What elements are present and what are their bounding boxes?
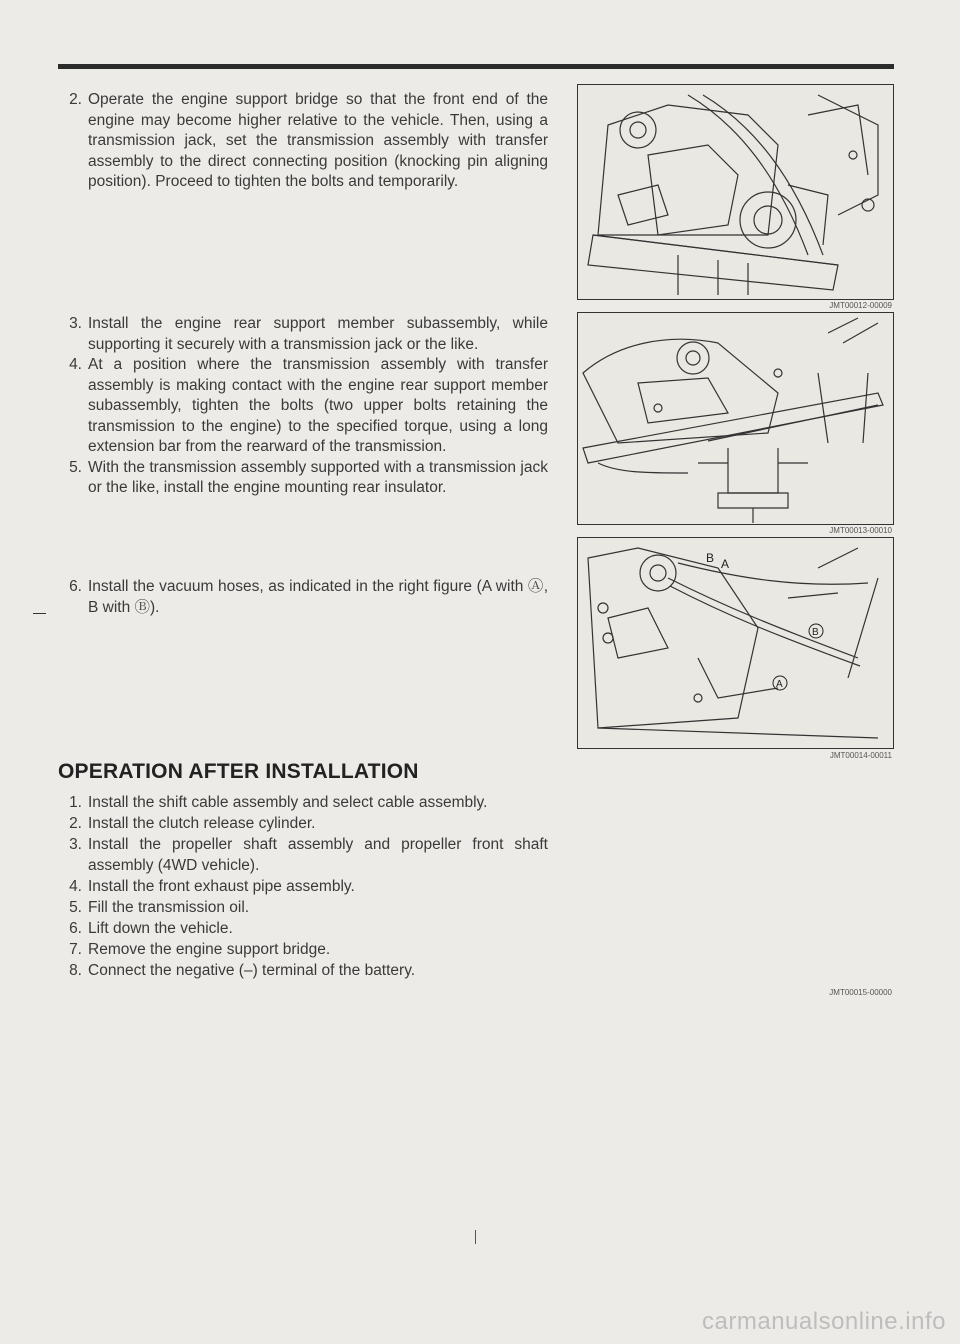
figure-code: JMT00014-00011 bbox=[829, 751, 892, 760]
list-item bbox=[58, 577, 548, 618]
rear-support-member-illustration bbox=[578, 313, 893, 524]
step-number: 3. bbox=[69, 836, 82, 853]
list-item bbox=[58, 90, 548, 193]
step-number: 6. bbox=[69, 578, 82, 595]
after-install-steps bbox=[58, 792, 548, 981]
step-text: At a position where the transmission assembly with transfer assembly is making contact with the engine rear support member subassembly, tighten the bolts (two upper bolts retaining the transmission to the engine) to the specified torque, using a long extension bar from the rearward of the transmission. bbox=[88, 356, 548, 455]
step-number: 7. bbox=[69, 941, 82, 958]
label-b: B bbox=[706, 551, 715, 565]
step-text: Install the propeller shaft assembly and propeller front shaft assembly (4WD vehicle). bbox=[88, 836, 548, 874]
figure-vacuum-hoses bbox=[577, 537, 894, 749]
circled-a-text: A bbox=[776, 679, 783, 690]
figure-rear-support-member bbox=[577, 312, 894, 525]
top-rule bbox=[58, 64, 894, 69]
list-item bbox=[58, 960, 548, 981]
list-item bbox=[58, 355, 548, 458]
figure-code: JMT00013-00010 bbox=[829, 526, 892, 535]
list-item bbox=[58, 897, 548, 918]
label-a: A bbox=[721, 557, 730, 571]
section-title: OPERATION AFTER INSTALLATION bbox=[58, 760, 419, 783]
engine-support-illustration bbox=[578, 85, 893, 299]
step-number: 8. bbox=[69, 962, 82, 979]
circled-b-text: B bbox=[812, 627, 819, 638]
step-text: Lift down the vehicle. bbox=[88, 920, 233, 937]
step-number: 2. bbox=[69, 91, 82, 108]
steps-list-3 bbox=[58, 577, 548, 618]
step-text: Remove the engine support bridge. bbox=[88, 941, 331, 958]
watermark: carmanualsonline.info bbox=[702, 1308, 946, 1335]
figure-code: JMT00015-00000 bbox=[829, 988, 892, 997]
step-text: Fill the transmission oil. bbox=[88, 899, 250, 916]
list-item bbox=[58, 792, 548, 813]
list-item bbox=[58, 918, 548, 939]
vacuum-hose-illustration bbox=[578, 538, 893, 748]
list-item bbox=[58, 458, 548, 499]
step-text: Install the shift cable assembly and select cable assembly. bbox=[88, 794, 488, 811]
step-number: 6. bbox=[69, 920, 82, 937]
step-text: With the transmission assembly supported with a transmission jack or the like, install the engine mounting rear insulator. bbox=[88, 458, 548, 496]
step-number: 2. bbox=[69, 815, 82, 832]
steps-list-1 bbox=[58, 90, 548, 193]
step-number: 3. bbox=[69, 315, 82, 332]
step-number: 1. bbox=[69, 794, 82, 811]
step-text: Operate the engine support bridge so that the front end of the engine may become higher relative to the vehicle. Then, using a transmission jack, set the transmission assembly with transfer assembly to the direct connecting position (knocking pin aligning position). Proceed to tighten the bolts and temporarily. bbox=[88, 91, 548, 190]
figure-engine-support bbox=[577, 84, 894, 300]
step-number: 4. bbox=[69, 356, 82, 373]
list-item bbox=[58, 314, 548, 355]
steps-list-2 bbox=[58, 314, 548, 499]
step-number: 4. bbox=[69, 878, 82, 895]
figure-code: JMT00012-00009 bbox=[829, 301, 892, 310]
margin-dash bbox=[33, 613, 46, 614]
list-item bbox=[58, 813, 548, 834]
list-item bbox=[58, 939, 548, 960]
step-number: 5. bbox=[69, 458, 82, 476]
list-item bbox=[58, 876, 548, 897]
page-mark bbox=[475, 1230, 476, 1244]
step-text: Connect the negative (–) terminal of the battery. bbox=[88, 962, 416, 979]
step-number: 5. bbox=[69, 899, 82, 916]
step-text: Install the front exhaust pipe assembly. bbox=[88, 878, 355, 895]
step-text: Install the vacuum hoses, as indicated in the right figure (A with Ⓐ, B with Ⓑ). bbox=[88, 578, 548, 616]
step-text: Install the engine rear support member subassembly, while supporting it securely with a transmission jack or the like. bbox=[88, 315, 548, 353]
circled-label-a bbox=[773, 676, 787, 690]
list-item bbox=[58, 834, 548, 876]
step-text: Install the clutch release cylinder. bbox=[88, 815, 316, 832]
circled-label-b bbox=[809, 624, 823, 638]
